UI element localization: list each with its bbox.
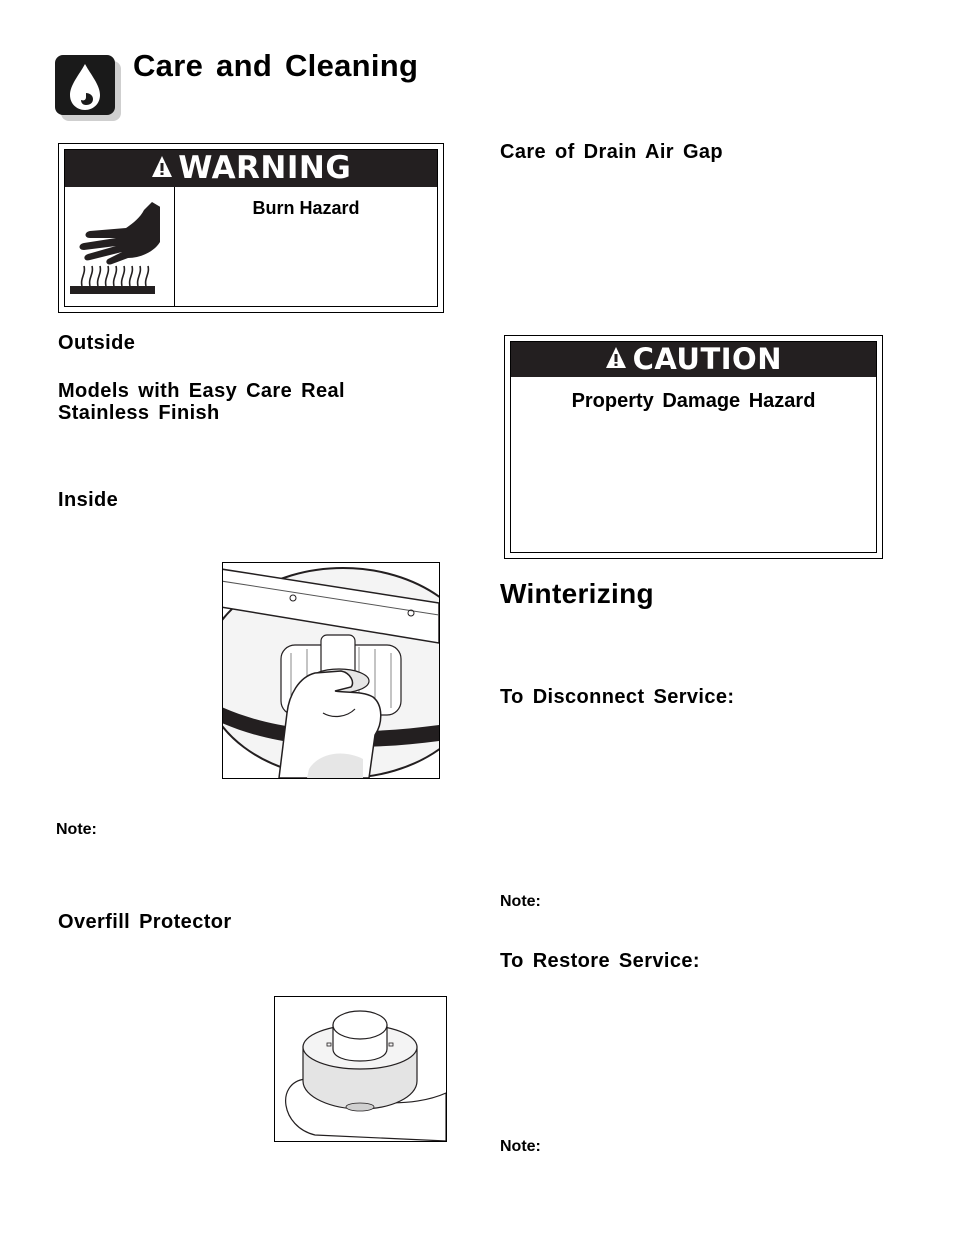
heading-inside: Inside	[58, 489, 119, 511]
heading-winterizing: Winterizing	[500, 578, 654, 609]
warning-box	[58, 143, 444, 313]
water-drop-icon	[55, 55, 115, 115]
heading-overfill: Overfill Protector	[58, 911, 232, 933]
filter-removal-illustration	[222, 562, 440, 779]
note-inside: Note:	[56, 821, 97, 838]
warning-triangle-icon	[151, 155, 173, 183]
caution-label: CAUTION	[632, 342, 782, 376]
header-icon-square	[55, 55, 115, 115]
note-disconnect: Note:	[500, 893, 541, 910]
warning-bar	[65, 150, 437, 187]
heading-restore: To Restore Service:	[500, 950, 700, 972]
warning-box-inner	[64, 149, 438, 307]
caution-box-inner	[510, 341, 877, 553]
heading-air-gap: Care of Drain Air Gap	[500, 141, 724, 163]
overfill-protector-illustration	[274, 996, 447, 1142]
heading-outside: Outside	[58, 332, 136, 354]
caution-triangle-icon	[605, 346, 627, 374]
header-icon-badge	[55, 55, 121, 121]
page-title: Care and Cleaning	[133, 48, 419, 83]
caution-box	[504, 335, 883, 559]
warning-subtitle: Burn Hazard	[252, 198, 360, 218]
burning-hand-icon	[70, 196, 160, 296]
note-restore: Note:	[500, 1138, 541, 1155]
caution-bar	[511, 342, 876, 377]
caution-subtitle: Property Damage Hazard	[571, 390, 816, 412]
warning-label: WARNING	[178, 150, 352, 186]
heading-stainless-line1: Models with Easy Care Real	[58, 380, 345, 402]
heading-disconnect: To Disconnect Service:	[500, 686, 735, 708]
heading-stainless-line2: Stainless Finish	[58, 402, 220, 424]
